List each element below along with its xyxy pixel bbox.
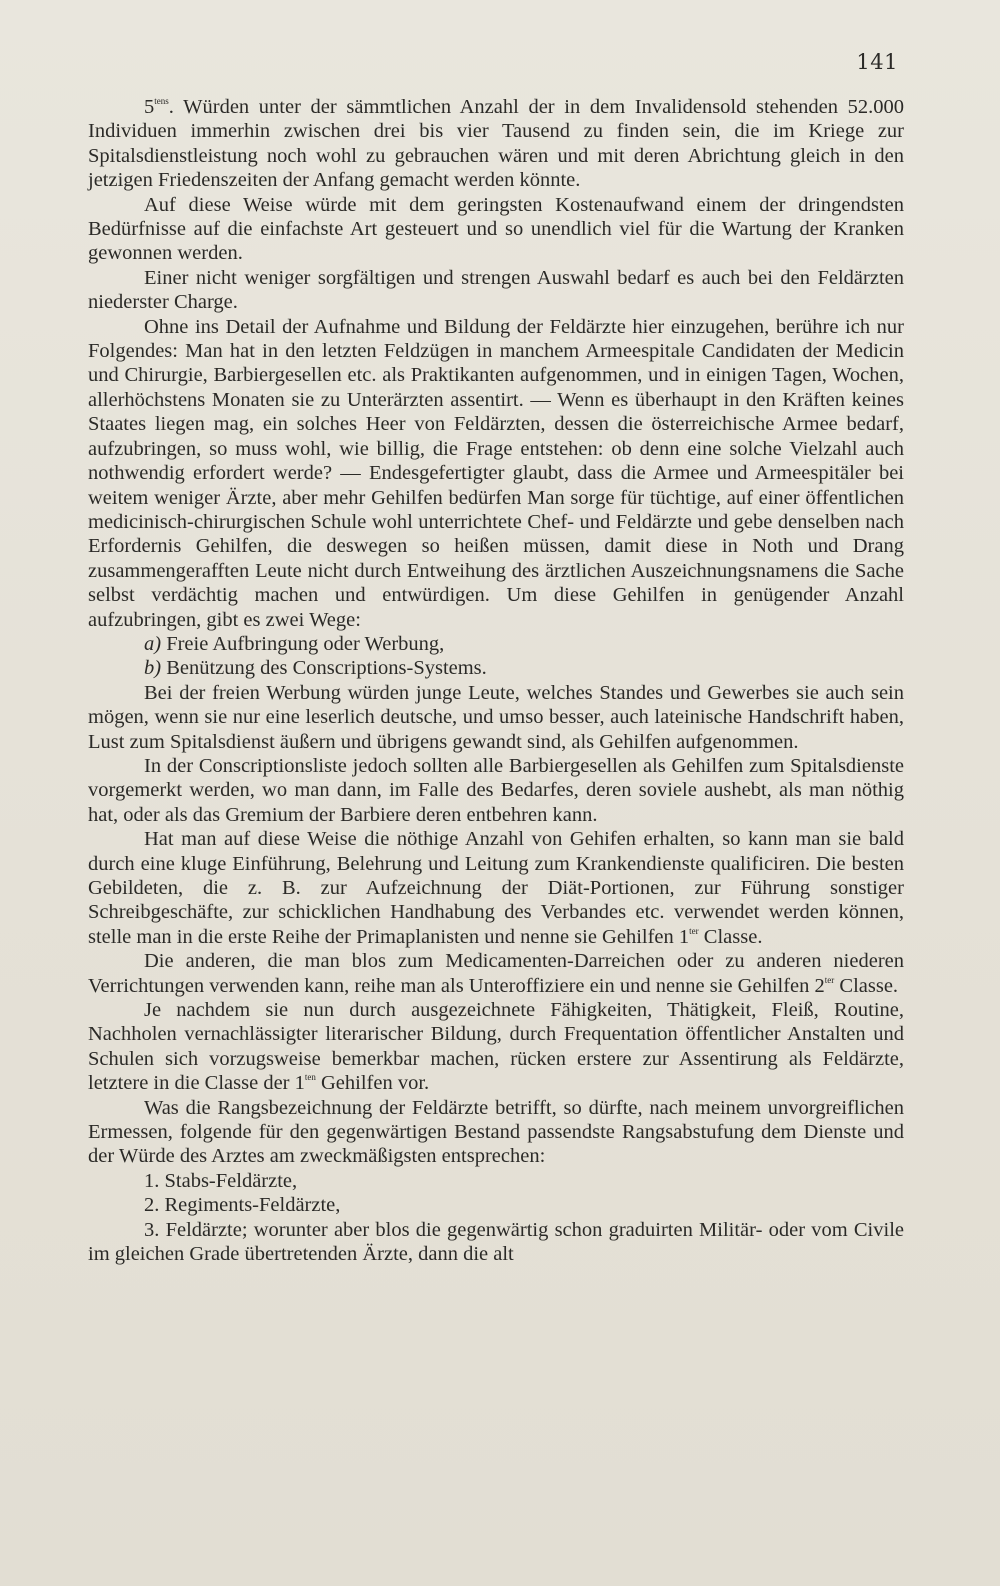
list-text: 2. Regiments-Feldärzte, — [144, 1194, 341, 1217]
list-item-2 — [88, 1193, 904, 1217]
paragraph-4 — [88, 315, 904, 632]
list-text: Freie Aufbringung oder Werbung, — [161, 632, 445, 655]
paragraph-6 — [88, 754, 904, 827]
paragraph-text: Was die Rangsbezeichnung der Feldärzte betrifft, so dürfte, nach meinem unvorgreiflichen Ermessen, folgende für den gegenwärtigen Bestand passendste Rangsabstufung dem Dienste und der Würde des Arztes am zweckmäßigsten entsprechen: — [88, 1096, 904, 1168]
paragraph-7 — [88, 827, 904, 949]
body-text — [88, 95, 904, 1267]
list-text: Benützung des Conscriptions-Systems. — [161, 657, 487, 680]
paragraph-9 — [88, 998, 904, 1096]
paragraph-text: Auf diese Weise würde mit dem geringsten Kostenaufwand einem der dringendsten Bedürfnisse auf die einfachste Art gesteuert und so unendlich viel für die Wartung der Kranken gewonnen werden. — [88, 193, 904, 265]
superscript: ten — [304, 1072, 316, 1083]
paragraph-5 — [88, 681, 904, 754]
superscript: tens — [154, 96, 169, 106]
paragraph-text: Bei der freien Werbung würden junge Leute, welches Standes und Gewerbes sie auch sein mögen, wenn sie nur eine leserlich deutsche, und umso besser, auch lateinische Handschrift haben, Lust zum Spitalsdienst äußern und übrigens gewandt sind, als Gehilfen aufgenommen. — [88, 681, 904, 753]
paragraph-8 — [88, 949, 904, 998]
paragraph-text: Hat man auf diese Weise die nöthige Anzahl von Gehifen erhalten, so kann man sie bald durch eine kluge Einführung, Belehrung und Leitung zum Krankendienste qualificiren. Die besten Gebildeten, die z. B. zur Aufzeichnung der Diät-Portionen, zur Führung sonstiger Schreibgeschäfte, zur schicklichen Handhabung des Verbandes etc. verwendet werden können, stelle man in die erste Reihe der Primaplanisten und nenne sie Gehilfen 1 — [88, 828, 904, 948]
superscript: ter — [824, 974, 835, 985]
list-marker: b) — [144, 657, 162, 680]
paragraph-tail: Gehilfen vor. — [315, 1072, 430, 1095]
paragraph-10 — [88, 1096, 904, 1169]
paragraph-lead: 5 — [144, 96, 155, 118]
list-item-3 — [88, 1218, 904, 1267]
superscript: ter — [689, 925, 699, 936]
page-number: 141 — [856, 50, 898, 74]
paragraph-text: Einer nicht weniger sorgfältigen und strengen Auswahl bedarf es auch bei den Feldärzten niederster Charge. — [88, 266, 904, 314]
paragraph-text: . Würden unter der sämmtlichen Anzahl der in dem Invalidensold stehenden 52.000 Individuen immerhin zwischen drei bis vier Tausend zu finden sein, die im Kriege zur Spitalsdienstleistung noch wohl zu gebrauchen wären und mit deren Abrichtung gleich in den jetzigen Friedenszeiten der Anfang gemacht werden könnte. — [88, 96, 904, 192]
list-item-b — [88, 656, 904, 680]
list-marker: a) — [144, 632, 162, 655]
list-item-a — [88, 632, 904, 656]
paragraph-tail: Classe. — [698, 925, 763, 948]
paragraph-3 — [88, 266, 904, 315]
list-text: 1. Stabs-Feldärzte, — [144, 1169, 298, 1192]
paragraph-text: In der Conscriptionsliste jedoch sollten alle Barbiergesellen als Gehilfen zum Spitalsdienste vorgemerkt werden, wo man dann, im Falle des Bedarfes, deren soviele aushebt, als man nöthig hat, oder als das Gremium der Barbiere deren entbehren kann. — [88, 754, 904, 826]
paragraph-1 — [88, 95, 904, 193]
paragraph-text: Die anderen, die man blos zum Medicamenten-Darreichen oder zu anderen niederen Verrichtungen verwenden kann, reihe man als Unteroffiziere ein und nenne sie Gehilfen 2 — [88, 950, 904, 997]
paragraph-2 — [88, 193, 904, 266]
paragraph-text: Je nachdem sie nun durch ausgezeichnete Fähigkeiten, Thätigkeit, Fleiß, Routine, Nachholen vernachlässigter literarischer Bildung, durch Frequentation öffentlicher Anstalten und Schulen sich vorzugsweise bemerkbar machen, rücken erstere zur Assentirung als Feldärzte, letztere in die Classe der 1 — [88, 999, 904, 1095]
list-text: 3. Feldärzte; worunter aber blos die gegenwärtig schon graduirten Militär- oder vom Civile im gleichen Grade übertretenden Ärzte, dann die alt — [88, 1218, 904, 1266]
list-item-1 — [88, 1169, 904, 1193]
paragraph-tail: Classe. — [834, 974, 899, 997]
paragraph-text: Ohne ins Detail der Aufnahme und Bildung der Feldärzte hier einzugehen, berühre ich nur Folgendes: Man hat in den letzten Feldzügen in manchem Armeespitale Candidaten der Medicin und Chirurgie, Barbiergesellen etc. als Praktikanten aufgenommen, und in einigen Tagen, Wochen, allerhöchstens Monaten sie zu Unterärzten assentirt. — Wenn es überhaupt in den Kräften keines Staates liegen mag, ein solches Heer von Feldärzten, dessen die österreichische Armee bedarf, aufzubringen, so muss wohl, wie billig, die Frage entstehen: ob denn eine solche Vielzahl auch nothwendig erfordert werde? — Endesgefertigter glaubt, dass die Armee und Armeespitäler bei weitem weniger Ärzte, aber mehr Gehilfen bedürfen Man sorge für tüchtige, auf einer öffentlichen medicinisch-chirurgischen Schule wohl unterrichtete Chef- und Feldärzte und gebe denselben nach Erfordernis Gehilfen, die deswegen so heißen müssen, damit diese in Noth und Drang zusammengerafften Leute nicht durch Entweihung des ärztlichen Auszeichnungsnamens die Sache selbst verdächtig machen und entwürdigen. Um diese Gehilfen in genügender Anzahl aufzubringen, gibt es zwei Wege: — [88, 315, 904, 631]
